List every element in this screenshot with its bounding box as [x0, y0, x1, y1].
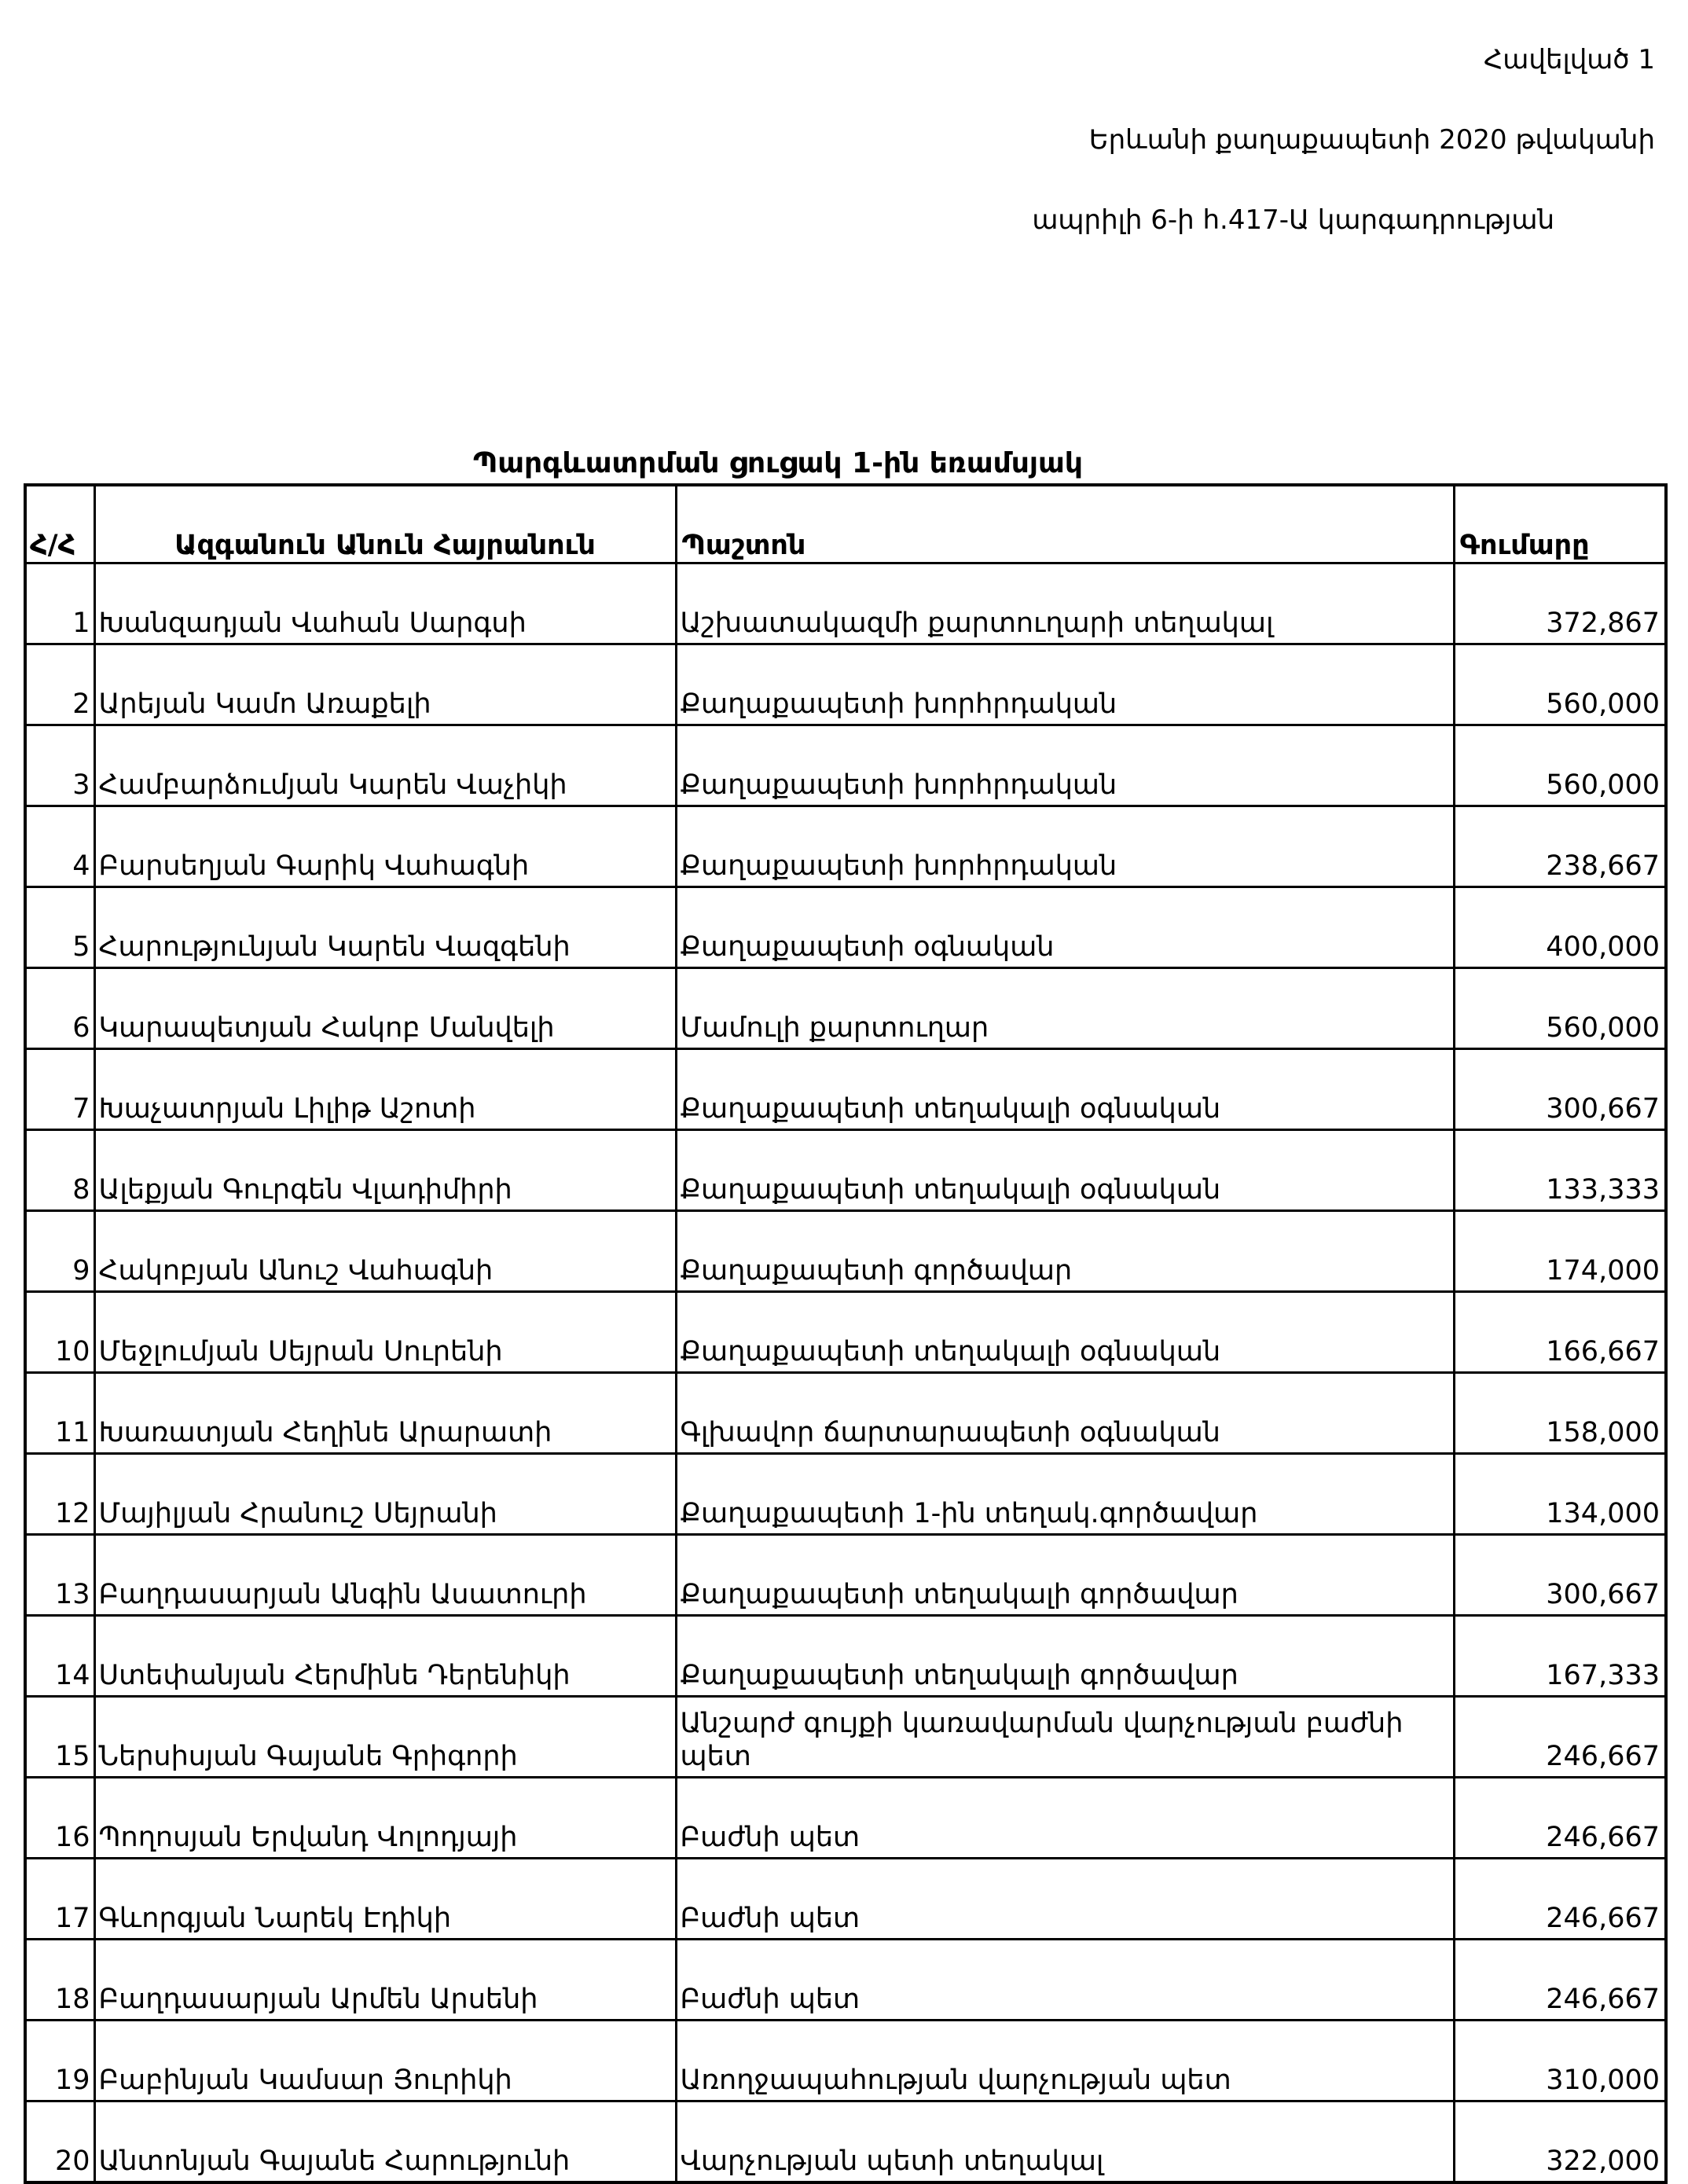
- employee-position: Գլխավոր ճարտարապետի օգնական: [676, 1373, 1454, 1454]
- employee-name: Բաղդասարյան Արմեն Արսենի: [94, 1940, 676, 2021]
- row-number: 6: [25, 968, 94, 1049]
- employee-name: Արեյան Կամո Առաքելի: [94, 644, 676, 725]
- employee-position: Քաղաքապետի խորհրդական: [676, 725, 1454, 806]
- row-number: 16: [25, 1778, 94, 1859]
- employee-position: Քաղաքապետի խորհրդական: [676, 806, 1454, 887]
- employee-name: Համբարձումյան Կարեն Վաչիկի: [94, 725, 676, 806]
- table-row: [25, 644, 1666, 725]
- bonus-amount: 134,000: [1454, 1454, 1666, 1535]
- bonus-amount: 246,667: [1454, 1940, 1666, 2021]
- employee-name: Խաչատրյան Լիլիթ Աշոտի: [94, 1049, 676, 1130]
- row-number: 18: [25, 1940, 94, 2021]
- table-row: [25, 1940, 1666, 2021]
- row-number: 14: [25, 1616, 94, 1697]
- table-row: [25, 1292, 1666, 1373]
- employee-position: Քաղաքապետի օգնական: [676, 887, 1454, 968]
- table-row: [25, 887, 1666, 968]
- employee-position: Քաղաքապետի տեղակալի գործավար: [676, 1616, 1454, 1697]
- bonus-amount: 158,000: [1454, 1373, 1666, 1454]
- row-number: 10: [25, 1292, 94, 1373]
- bonus-amount: 560,000: [1454, 644, 1666, 725]
- column-header-amount: Գումարը: [1454, 485, 1666, 563]
- employee-name: Բարսեղյան Գարիկ Վահագնի: [94, 806, 676, 887]
- table-row: [25, 1373, 1666, 1454]
- employee-name: Խառատյան Հեղինե Արարատի: [94, 1373, 676, 1454]
- employee-name: Ստեփանյան Հերմինե Դերենիկի: [94, 1616, 676, 1697]
- bonus-amount: 560,000: [1454, 725, 1666, 806]
- employee-position: Քաղաքապետի տեղակալի օգնական: [676, 1292, 1454, 1373]
- table-row: [25, 968, 1666, 1049]
- decree-reference-line-1: Երևանի քաղաքապետի 2020 թվականի: [1088, 124, 1655, 156]
- table-row: [25, 806, 1666, 887]
- table-row: [25, 1211, 1666, 1292]
- employee-position: Քաղաքապետի խորհրդական: [676, 644, 1454, 725]
- employee-position: Քաղաքապետի տեղակալի գործավար: [676, 1535, 1454, 1616]
- row-number: 4: [25, 806, 94, 887]
- row-number: 1: [25, 563, 94, 644]
- table-row: [25, 1049, 1666, 1130]
- table-row: [25, 2021, 1666, 2101]
- row-number: 12: [25, 1454, 94, 1535]
- bonus-amount: 238,667: [1454, 806, 1666, 887]
- employee-position: Բաժնի պետ: [676, 1778, 1454, 1859]
- row-number: 20: [25, 2101, 94, 2183]
- bonus-amount: 300,667: [1454, 1535, 1666, 1616]
- bonus-amount: 310,000: [1454, 2021, 1666, 2101]
- employee-position: Բաժնի պետ: [676, 1940, 1454, 2021]
- employee-name: Գևորգյան Նարեկ Էդիկի: [94, 1859, 676, 1940]
- row-number: 11: [25, 1373, 94, 1454]
- table-row: [25, 1130, 1666, 1211]
- bonus-amount: 167,333: [1454, 1616, 1666, 1697]
- employee-name: Անտոնյան Գայանե Հարությունի: [94, 2101, 676, 2183]
- row-number: 13: [25, 1535, 94, 1616]
- row-number: 17: [25, 1859, 94, 1940]
- employee-position: Բաժնի պետ: [676, 1859, 1454, 1940]
- employee-position: Առողջապահության վարչության պետ: [676, 2021, 1454, 2101]
- table-row: [25, 2101, 1666, 2183]
- appendix-label: Հավելված 1: [1483, 44, 1655, 75]
- row-number: 9: [25, 1211, 94, 1292]
- employee-name: Ալեքյան Գուրգեն Վլադիմիրի: [94, 1130, 676, 1211]
- table-row: [25, 725, 1666, 806]
- column-header-number: Հ/Հ: [25, 485, 94, 563]
- employee-name: Մայիլյան Հրանուշ Սեյրանի: [94, 1454, 676, 1535]
- employee-position: Անշարժ գույքի կառավարման վարչության բաժնի պետ: [676, 1697, 1454, 1778]
- employee-name: Կարապետյան Հակոբ Մանվելի: [94, 968, 676, 1049]
- bonus-amount: 400,000: [1454, 887, 1666, 968]
- row-number: 2: [25, 644, 94, 725]
- table-row: [25, 1778, 1666, 1859]
- employee-name: Բաղդասարյան Անգին Ասատուրի: [94, 1535, 676, 1616]
- employee-name: Պողոսյան Երվանդ Վոլոդյայի: [94, 1778, 676, 1859]
- decree-reference-line-2: ապրիլի 6-ի հ.417-Ա կարգադրության: [1032, 204, 1554, 236]
- employee-name: Բաբինյան Կամսար Յուրիկի: [94, 2021, 676, 2101]
- row-number: 3: [25, 725, 94, 806]
- bonus-amount: 133,333: [1454, 1130, 1666, 1211]
- bonus-amount: 174,000: [1454, 1211, 1666, 1292]
- bonus-amount: 300,667: [1454, 1049, 1666, 1130]
- bonus-table: [24, 483, 1668, 2184]
- employee-name: Մեջլումյան Սեյրան Սուրենի: [94, 1292, 676, 1373]
- table-row: [25, 1616, 1666, 1697]
- bonus-amount: 246,667: [1454, 1697, 1666, 1778]
- table-row: [25, 1697, 1666, 1778]
- employee-position: Քաղաքապետի գործավար: [676, 1211, 1454, 1292]
- employee-position: Աշխատակազմի քարտուղարի տեղակալ: [676, 563, 1454, 644]
- table-row: [25, 1535, 1666, 1616]
- employee-position: Վարչության պետի տեղակալ: [676, 2101, 1454, 2183]
- bonus-amount: 372,867: [1454, 563, 1666, 644]
- employee-name: Խանզադյան Վահան Սարգսի: [94, 563, 676, 644]
- employee-position: Քաղաքապետի տեղակալի օգնական: [676, 1049, 1454, 1130]
- table-row: [25, 1859, 1666, 1940]
- employee-position: Քաղաքապետի 1-ին տեղակ.գործավար: [676, 1454, 1454, 1535]
- bonus-amount: 322,000: [1454, 2101, 1666, 2183]
- column-header-position: Պաշտոն: [676, 485, 1454, 563]
- row-number: 19: [25, 2021, 94, 2101]
- bonus-amount: 246,667: [1454, 1778, 1666, 1859]
- employee-name: Հակոբյան Անուշ Վահագնի: [94, 1211, 676, 1292]
- table-row: [25, 1454, 1666, 1535]
- employee-name: Հարությունյան Կարեն Վազգենի: [94, 887, 676, 968]
- bonus-amount: 560,000: [1454, 968, 1666, 1049]
- column-header-full-name: Ազգանուն Անուն Հայրանուն: [94, 485, 676, 563]
- row-number: 5: [25, 887, 94, 968]
- table-header-row: [25, 485, 1666, 563]
- employee-name: Ներսիսյան Գայանե Գրիգորի: [94, 1697, 676, 1778]
- row-number: 7: [25, 1049, 94, 1130]
- employee-position: Մամուլի քարտուղար: [676, 968, 1454, 1049]
- row-number: 8: [25, 1130, 94, 1211]
- bonus-amount: 166,667: [1454, 1292, 1666, 1373]
- row-number: 15: [25, 1697, 94, 1778]
- table-row: [25, 563, 1666, 644]
- bonus-amount: 246,667: [1454, 1859, 1666, 1940]
- document-title: Պարգևատրման ցուցակ 1-ին եռամսյակ: [473, 447, 1083, 479]
- employee-position: Քաղաքապետի տեղակալի օգնական: [676, 1130, 1454, 1211]
